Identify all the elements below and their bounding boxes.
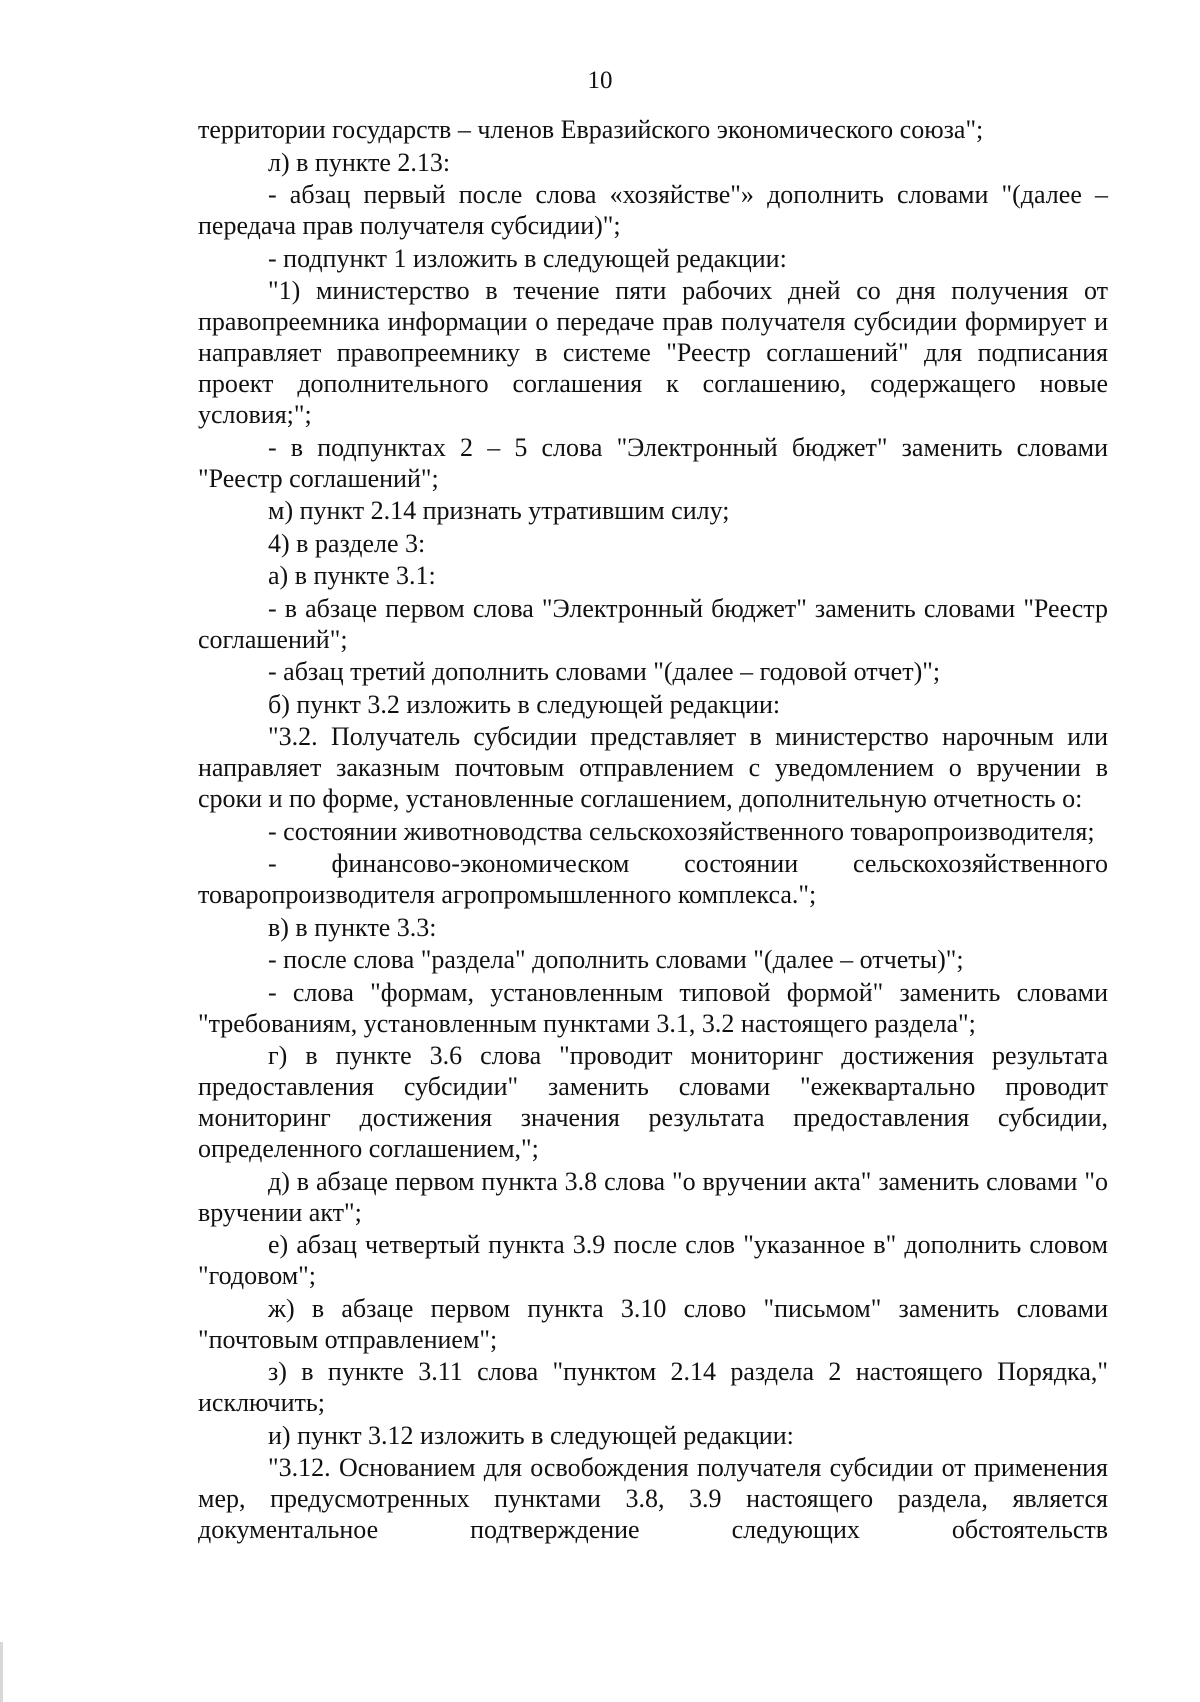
paragraph: 4) в разделе 3: — [268, 528, 426, 558]
paragraph: "3.12. Основанием для освобождения получателя субсидии от применения мер, предусмотренных пунктами 3.8, 3.9 настоящего раздела, является документальное подтверждение следующих обстоятельств — [198, 1453, 1108, 1544]
paragraph: е) абзац четвертый пункта 3.9 после слов "указанное в" дополнить словом "годовом"; — [198, 1230, 1108, 1290]
paragraph: и) пункт 3.12 изложить в следующей редакции: — [268, 1420, 794, 1450]
paragraph: а) в пункте 3.1: — [268, 561, 436, 590]
paragraph: м) пункт 2.14 признать утратившим силу; — [268, 496, 730, 525]
paragraph: - в подпунктах 2 – 5 слова "Электронный бюджет" заменить словами "Реестр соглашений"; — [198, 432, 1108, 493]
paragraph: - абзац первый после слова «хозяйстве"» дополнить словами "(далее – передача прав получателя субсидии)"; — [198, 180, 1108, 240]
paragraph: з) в пункте 3.11 слова "пунктом 2.14 раздела 2 настоящего Порядка," исключить; — [198, 1357, 1108, 1417]
paragraph: г) в пункте 3.6 слова "проводит мониторинг достижения результата предоставления субсидии" заменить словами "ежеквартально проводит мониторинг достижения значения результата предоставления субсидии, определенного соглашением,"; — [198, 1041, 1108, 1163]
paragraph: - подпункт 1 изложить в следующей редакции: — [268, 243, 787, 273]
paragraph: "3.2. Получатель субсидии представляет в министерство нарочным или направляет заказным почтовым отправлением с уведомлением о вручении в сроки и по форме, установленные соглашением, дополнительную отчетность о: — [198, 722, 1108, 813]
paragraph: - слова "формам, установленным типовой формой" заменить словами "требованиям, установленным пунктами 3.1, 3.2 настоящего раздела"; — [198, 977, 1108, 1038]
document-body — [198, 114, 1108, 1547]
paragraph: - в абзаце первом слова "Электронный бюджет" заменить словами "Реестр соглашений"; — [198, 593, 1108, 654]
paragraph: - абзац третий дополнить словами "(далее – годовой отчет)"; — [268, 657, 941, 686]
paragraph: в) в пункте 3.3: — [268, 912, 437, 942]
paragraph: - состоянии животноводства сельскохозяйственного товаропроизводителя; — [268, 816, 1095, 846]
scan-edge-mark — [0, 1642, 3, 1702]
paragraph: - финансово-экономическом состоянии сельскохозяйственного товаропроизводителя агропромышленного комплекса."; — [198, 849, 1108, 909]
paragraph: - после слова "раздела" дополнить словами "(далее – отчеты)"; — [268, 945, 964, 974]
page-number: 10 — [587, 67, 613, 94]
paragraph: территории государств – членов Евразийского экономического союза"; — [198, 115, 984, 144]
paragraph: б) пункт 3.2 изложить в следующей редакции: — [268, 689, 781, 719]
paragraph: л) в пункте 2.13: — [268, 147, 451, 177]
paragraph: "1) министерство в течение пяти рабочих дней со дня получения от правопреемника информации о передаче прав получателя субсидии формирует и направляет правопреемнику в системе "Реестр соглашений" для подписания проект дополнительного соглашения к соглашению, содержащего новые условия;"; — [198, 276, 1108, 429]
paragraph: д) в абзаце первом пункта 3.8 слова "о вручении акта" заменить словами "о вручении акт"; — [198, 1166, 1108, 1227]
paragraph: ж) в абзаце первом пункта 3.10 слово "письмом" заменить словами "почтовым отправлением"; — [198, 1293, 1108, 1354]
